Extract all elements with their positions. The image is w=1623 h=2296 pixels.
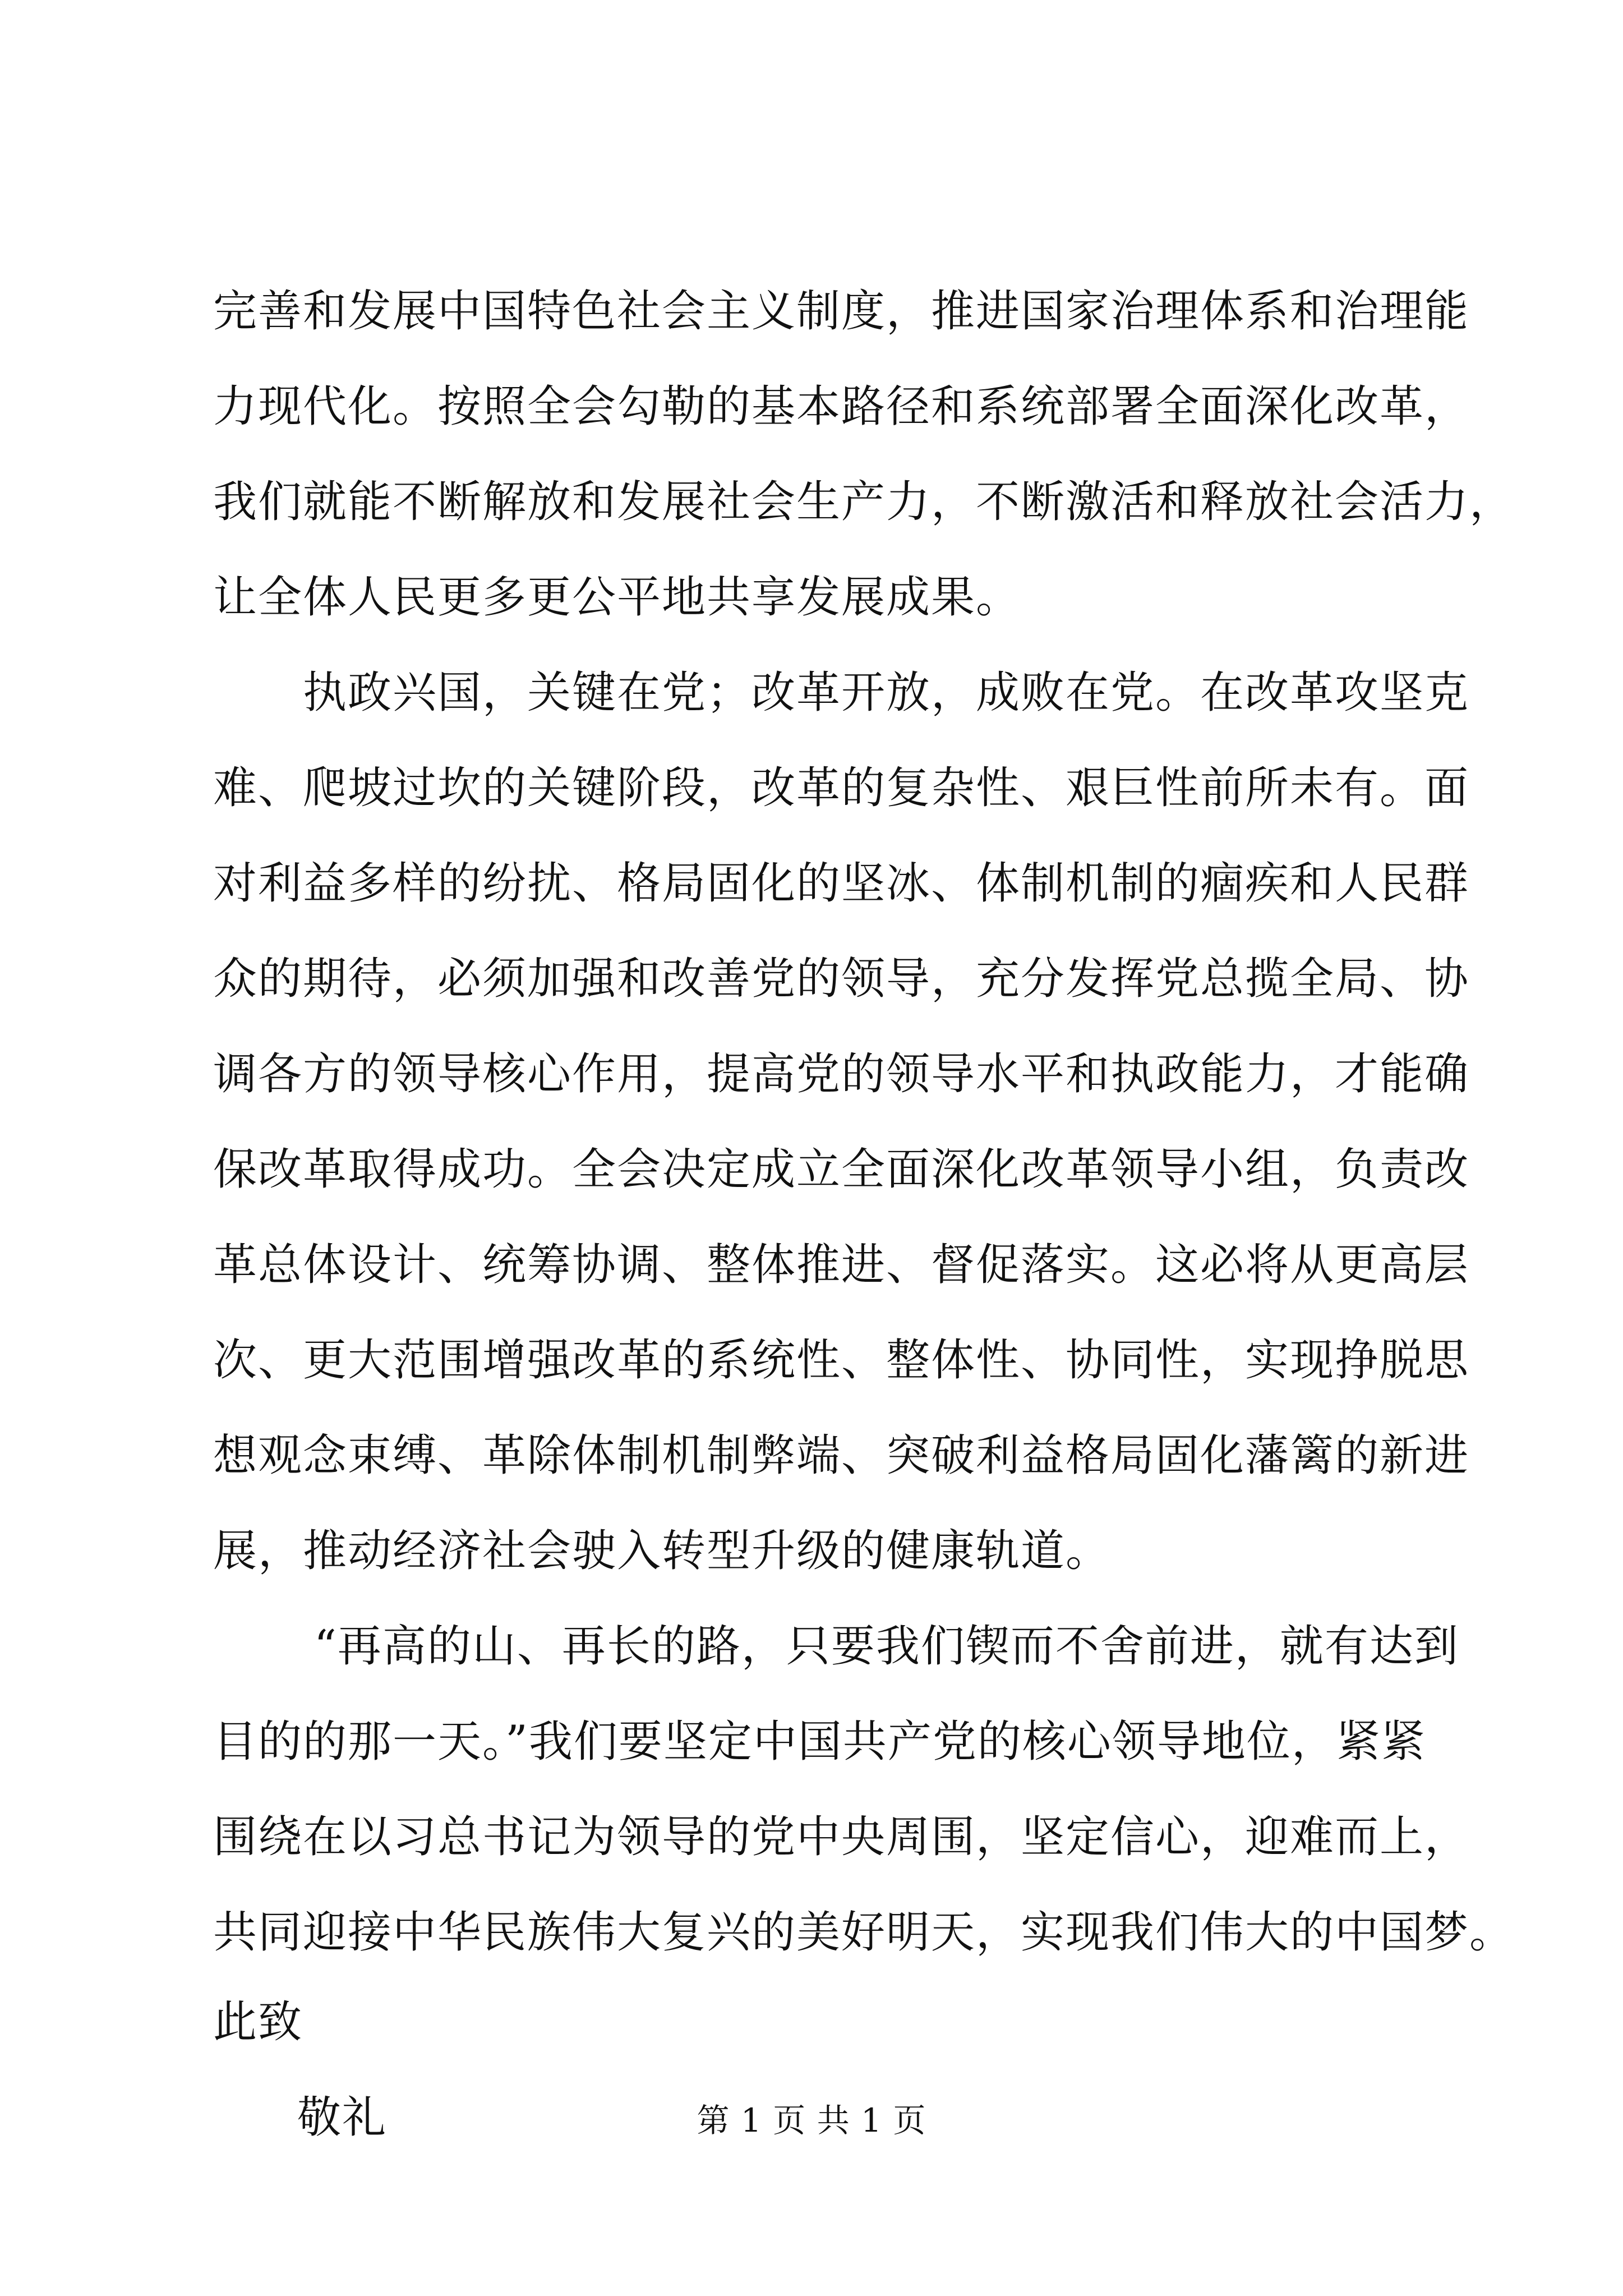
paragraph-line: 调各方的领导核心作用，提高党的领导水平和执政能力，才能确 (213, 1049, 1470, 1099)
closing-regards: 敬礼 (297, 2092, 388, 2143)
paragraph-line: 目的的那一天。”我们要坚定中国共产党的核心领导地位，紧紧 (213, 1717, 1426, 1767)
paragraph-line: 围绕在以习总书记为领导的党中央周围，坚定信心，迎难而上， (213, 1812, 1470, 1862)
paragraph-line: “再高的山、再长的路，只要我们锲而不舍前进，就有达到 (314, 1621, 1459, 1672)
paragraph-line: 完善和发展中国特色社会主义制度，推进国家治理体系和治理能 (213, 286, 1470, 337)
paragraph-line: 展，推动经济社会驶入转型升级的健康轨道。 (213, 1526, 1111, 1576)
closing-salutation: 此致 (213, 1997, 303, 2047)
paragraph-line: 众的期待，必须加强和改善党的领导，充分发挥党总揽全局、协 (213, 954, 1470, 1004)
paragraph-line: 我们就能不断解放和发展社会生产力，不断激活和释放社会活力， (213, 477, 1515, 527)
paragraph-line: 共同迎接中华民族伟大复兴的美好明天，实现我们伟大的中国梦。 (213, 1907, 1515, 1958)
paragraph-line: 执政兴国，关键在党；改革开放，成败在党。在改革攻坚克 (303, 668, 1470, 718)
paragraph-line: 保改革取得成功。全会决定成立全面深化改革领导小组，负责改 (213, 1144, 1470, 1195)
paragraph-line: 力现代化。按照全会勾勒的基本路径和系统部署全面深化改革， (213, 381, 1470, 432)
paragraph-line: 对利益多样的纷扰、格局固化的坚冰、体制机制的痼疾和人民群 (213, 858, 1470, 909)
page-number-footer: 第 1 页 共 1 页 (697, 2101, 926, 2139)
paragraph-line: 次、更大范围增强改革的系统性、整体性、协同性，实现挣脱思 (213, 1335, 1470, 1386)
paragraph-line: 革总体设计、统筹协调、整体推进、督促落实。这必将从更高层 (213, 1240, 1470, 1290)
paragraph-line: 难、爬坡过坎的关键阶段，改革的复杂性、艰巨性前所未有。面 (213, 763, 1470, 813)
paragraph-line: 想观念束缚、革除体制机制弊端、突破利益格局固化藩篱的新进 (213, 1430, 1470, 1481)
paragraph-line: 让全体人民更多更公平地共享发展成果。 (213, 572, 1021, 623)
